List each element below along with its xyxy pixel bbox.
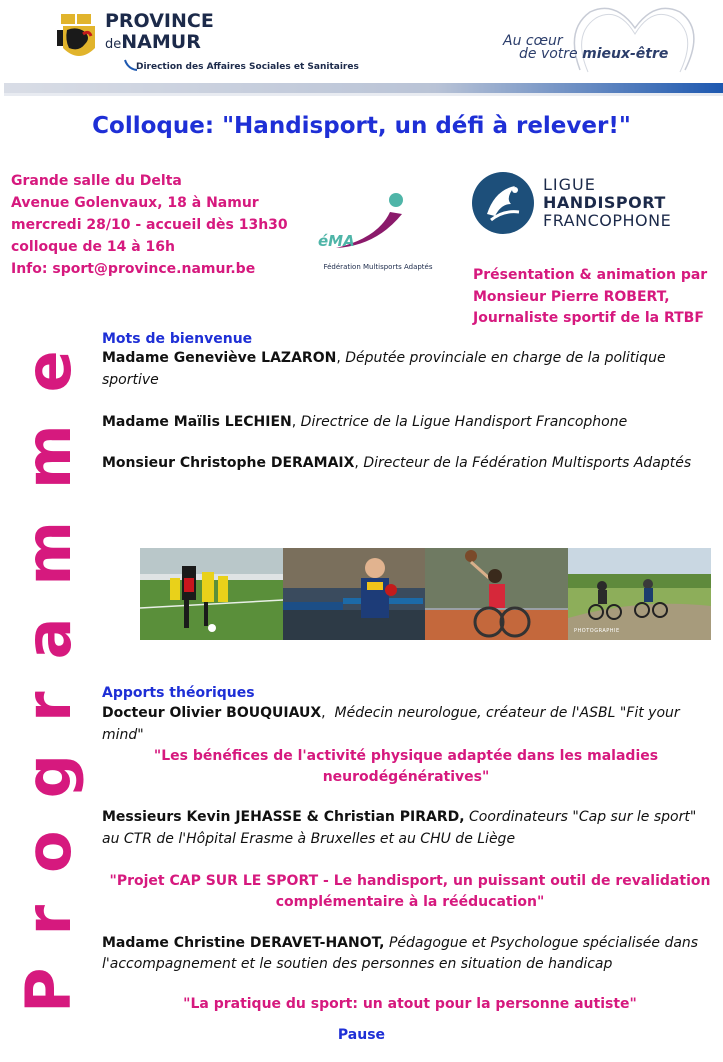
talk-3-role-line2: l'accompagnement et le soutien des personnes en situation de handicap (102, 956, 613, 972)
fema-caption: Fédération Multisports Adaptés (323, 263, 433, 271)
speaker-1-name: Madame Geneviève LAZARON (102, 350, 337, 366)
presentation-credit (473, 265, 707, 330)
speaker-1-role: Députée provinciale en charge de la politique (345, 350, 666, 366)
talk-2-speaker (102, 806, 696, 828)
talk-3-role: Pédagogue et Psychologue spécialisée dans (388, 935, 699, 951)
heart-outline-graphic (560, 0, 710, 84)
department-name: Direction des Affaires Sociales et Sanitaires (136, 62, 359, 72)
province-crest-logo (55, 8, 111, 66)
event-date: mercredi 28/10 - accueil dès 13h30 (11, 217, 288, 233)
event-contact[interactable]: Info: sport@province.namur.be (11, 261, 256, 277)
speaker-1: Madame Geneviève LAZARON, Députée provinciale en charge de la politique (102, 350, 666, 366)
speaker-3-name: Monsieur Christophe DERAMAIX (102, 455, 355, 471)
lhf-line1: LIGUE (543, 175, 596, 194)
speaker-3: Monsieur Christophe DERAMAIX, Directeur de la Fédération Multisports Adaptés (102, 455, 692, 471)
speaker-2-name: Madame Maïlis LECHIEN (102, 414, 292, 430)
speaker-3-role: Directeur de la Fédération Multisports Adaptés (363, 455, 692, 471)
photo-cycling (568, 548, 711, 640)
talk-3-name: Madame Christine DERAVET-HANOT, (102, 935, 385, 951)
talk-1-title-line1: "Les bénéfices de l'activité physique adaptée dans les maladies (153, 748, 659, 764)
talk-1-title-line2: neurodégénératives" (322, 769, 490, 785)
header-gradient-bar (4, 83, 723, 93)
talk-2-title-line2: complémentaire à la rééducation" (275, 894, 545, 910)
talk-2-role-line2: au CTR de l'Hôpital Erasme à Bruxelles et au CHU de Liège (102, 831, 516, 847)
speaker-1-role-cont (102, 369, 159, 391)
welcome-heading: Mots de bienvenue (102, 331, 253, 347)
fema-letters: éMA (318, 232, 355, 250)
photo-wheelchair-tennis (425, 548, 568, 640)
pause-label: Pause (337, 1027, 386, 1043)
lhf-line3: FRANCOPHONE (543, 211, 672, 230)
theory-heading: Apports théoriques (102, 685, 255, 701)
speaker-2-role: Directrice de la Ligue Handisport Francophone (300, 414, 628, 430)
photo-credit: PHOTOGRAPHIE (574, 628, 620, 634)
talk-2-name: Messieurs Kevin JEHASSE & Christian PIRARD, (102, 809, 465, 825)
talk-2-role-cont (102, 828, 515, 850)
event-address: Avenue Golenvaux, 18 à Namur (11, 195, 259, 211)
presentation-line3: Journaliste sportif de la RTBF (473, 310, 704, 326)
presentation-line1: Présentation & animation par (473, 267, 708, 283)
tagline-bold: mieux-être (582, 46, 669, 62)
photo-table-tennis (283, 548, 425, 640)
page-title: Colloque: "Handisport, un défi à relever!" (92, 113, 631, 139)
programme-vertical-label: Programme (12, 318, 85, 1013)
speaker-2: Madame Maïlis LECHIEN, Directrice de la Ligue Handisport Francophone (102, 414, 628, 430)
province-name-line1: PROVINCE (105, 10, 214, 32)
talk-2-role: Coordinateurs "Cap sur le sport" (469, 809, 697, 825)
fema-logo (316, 186, 440, 282)
talk-1-name: Docteur Olivier BOUQUIAUX (102, 705, 322, 721)
event-venue: Grande salle du Delta (11, 173, 182, 189)
province-name-line2 (105, 33, 201, 54)
tagline-line1: Au cœur (503, 33, 563, 49)
talk-1-role: Médecin neurologue, créateur de l'ASBL "Fit your (334, 705, 680, 721)
talk-3-role-cont (102, 953, 612, 975)
province-de: de (105, 37, 122, 52)
event-hours: colloque de 14 à 16h (11, 239, 176, 255)
province-namur: NAMUR (121, 31, 201, 53)
photo-blind-football (140, 548, 283, 640)
talk-3-speaker (102, 932, 698, 954)
lhf-logo (471, 170, 701, 236)
talk-2-title-line1: "Projet CAP SUR LE SPORT - Le handisport, un puissant outil de revalidation (109, 873, 711, 889)
event-info (11, 170, 288, 280)
header-divider (4, 93, 723, 96)
tagline-prefix: de votre (519, 46, 583, 62)
talk-1-role-line2: mind" (102, 727, 144, 743)
tagline-line2 (519, 46, 668, 62)
speaker-1-role-line2: sportive (102, 372, 159, 388)
talk-1-role-cont (102, 724, 144, 746)
presentation-line2: Monsieur Pierre ROBERT, (473, 288, 670, 305)
talk-3-title: "La pratique du sport: un atout pour la personne autiste" (183, 996, 637, 1012)
talk-1-speaker: Docteur Olivier BOUQUIAUX, Médecin neurologue, créateur de l'ASBL "Fit your (102, 705, 680, 721)
lhf-line2: HANDISPORT (543, 193, 666, 212)
